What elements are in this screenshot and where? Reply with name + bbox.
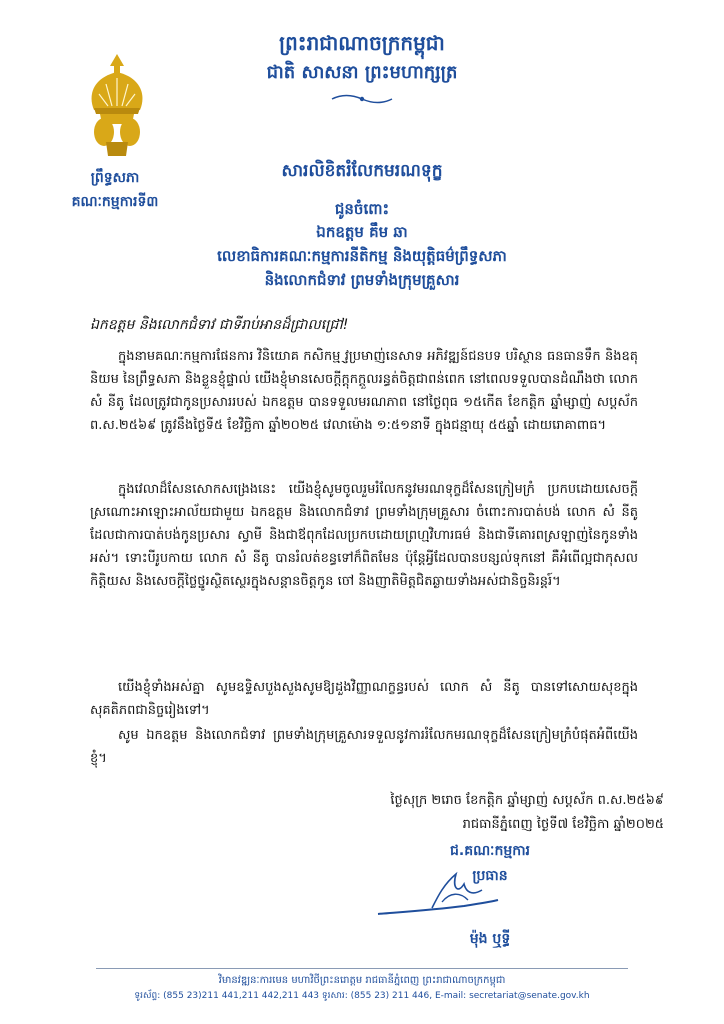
kingdom-header: ព្រះរាជាណាចក្រកម្ពុជា (279, 31, 445, 55)
body-paragraph-4: សូម ឯកឧត្តម និងលោកជំទាវ ព្រមទាំងក្រុមគ្រួសារទទួលនូវការរំលែកមរណទុក្ខដ៏សែនក្រៀមក្រំបំផុតអំពីយើងខ្ញុំ។ (90, 728, 638, 766)
to-label: ជូនចំពោះ (334, 200, 390, 218)
body-paragraph-3: យើងខ្ញុំទាំងអស់គ្នា សូមឧទ្ទិសបួងសួងសូមឱ្យដួងវិញ្ញាណក្ខន្ធរបស់ លោក សំ នីតូ បានទៅសោយសុខក្នុងសុគតិភពជានិច្ចរៀងទៅ។ (90, 680, 638, 718)
salutation: ឯកឧត្តម និងលោកជំទាវ ជាទីរាប់អានដ៏ជ្រាលជ្រៅ! (90, 317, 349, 333)
national-motto: ជាតិ សាសនា ព្រះមហាក្សត្រ (266, 62, 458, 83)
org-name: ព្រឹទ្ធសភា (90, 170, 140, 186)
footer-address: វិមានវឌ្ឍនៈការមេន មហាវិថីព្រះនរោត្តម រាជធានីភ្នំពេញ ព្រះរាជាណាចក្រកម្ពុជា (218, 975, 506, 986)
senate-emblem-icon (82, 52, 152, 160)
recipient-family: និងលោកជំទាវ ព្រមទាំងក្រុមគ្រួសារ (264, 271, 460, 289)
signer-role: ប្រធាន (472, 868, 508, 884)
footer-contact: ទូរស័ព្ទ: (855 23)211 441,211 442,211 443 ទូរសារ: (855 23) 211 446, E-mail: secretariat@senate.gov.kh (134, 991, 590, 1001)
body-paragraph-1: ក្នុងនាមគណៈកម្មការផែនការ វិនិយោគ កសិកម្ម វ្ញ្ញប្រមាញ់នេសាទ អភិវឌ្ឍន៍ជនបទ បរិស្ថាន ធនធានទឹក និងឧតុនិយម នៃព្រឹទ្ធសភា និងខ្លួនខ្ញុំផ្ទាល់ យើងខ្ញុំមានសេចក្តីក្តុកក្តួលរន្ធត់ចិត្តជាពន់ពេក នៅពេលទទួលបានដំណឹងថា លោក សំ នីតូ ដែលត្រូវជាកូនប្រសាររបស់ ឯកឧត្តម បានទទួលមរណភាព នៅថ្ងៃពុធ ១៥កើត ខែកត្តិក ឆ្នាំម្សាញ់ សប្តស័ក ព.ស.២៥៦៩ ត្រូវនឹងថ្ងៃទី៥ ខែវិច្ឆិកា ឆ្នាំ២០២៥ វេលាម៉ោង ១:៥១នាទី ក្នុងជន្មាយុ ៥៥ឆ្នាំ ដោយរោគាពាធ។ (90, 349, 638, 433)
ornament-divider-icon (330, 92, 394, 106)
letter-title: សារលិខិតរំលែកមរណទុក្ខ (281, 161, 443, 181)
signature-icon (372, 862, 502, 926)
body-paragraph-2: ក្នុងវេលាដ៏សែនសោកសង្រេងនេះ យើងខ្ញុំសូមចូលរួមរំលែកនូវមរណទុក្ខដ៏សែនក្រៀមក្រំ ប្រកបដោយសេចក្តីស្រណោះអាឡោះអាល័យជាមួយ ឯកឧត្តម និងលោកជំទាវ ព្រមទាំងក្រុមគ្រួសារ ចំពោះការបាត់បង់ លោក សំ នីតូ ដែលជាការបាត់បង់កូនប្រសារ ស្វាមី និងជាឪពុកដែលប្រកបដោយព្រហ្មវិហារធម៌ និងជាទីគោរពស្រឡាញ់នៃកូនទាំងអស់។ ទោះបីរូបកាយ លោក សំ នីតូ បានរំលត់ខន្ធទៅក៏ពិតមែន ប៉ុន្តែអ្វីដែលបានបន្សល់ទុកនៅ គឺអំពើល្អជាកុសល កិត្តិយស និងសេចក្តីថ្លៃថ្នូរស្ថិតស្ថេរក្នុងសន្តានចិត្តកូន ចៅ និងញាតិមិត្តជិតឆ្ងាយទាំងអស់ជានិច្ចនិរន្តរ៍។ (90, 482, 638, 589)
on-behalf-label: ជ.គណៈកម្មការ (449, 843, 530, 859)
signer-name: ម៉ុង ឬទ្ធី (469, 931, 511, 947)
committee-name: គណៈកម្មការទី៣ (71, 194, 159, 210)
footer-divider (96, 968, 628, 969)
recipient-position: លេខាធិការគណៈកម្មការនីតិកម្ម និងយុត្តិធម៌ព្រឹទ្ធសភា (217, 247, 507, 265)
date-solar: រាជធានីភ្នំពេញ ថ្ងៃទី៧ ខែវិច្ឆិកា ឆ្នាំ២០២៥ (462, 817, 664, 832)
date-lunar: ថ្ងៃសុក្រ ២រោច ខែកត្តិក ឆ្នាំម្សាញ់ សប្តស័ក ព.ស.២៥៦៩ (390, 793, 664, 808)
recipient-name: ឯកឧត្តម គឹម ឆា (316, 223, 408, 241)
